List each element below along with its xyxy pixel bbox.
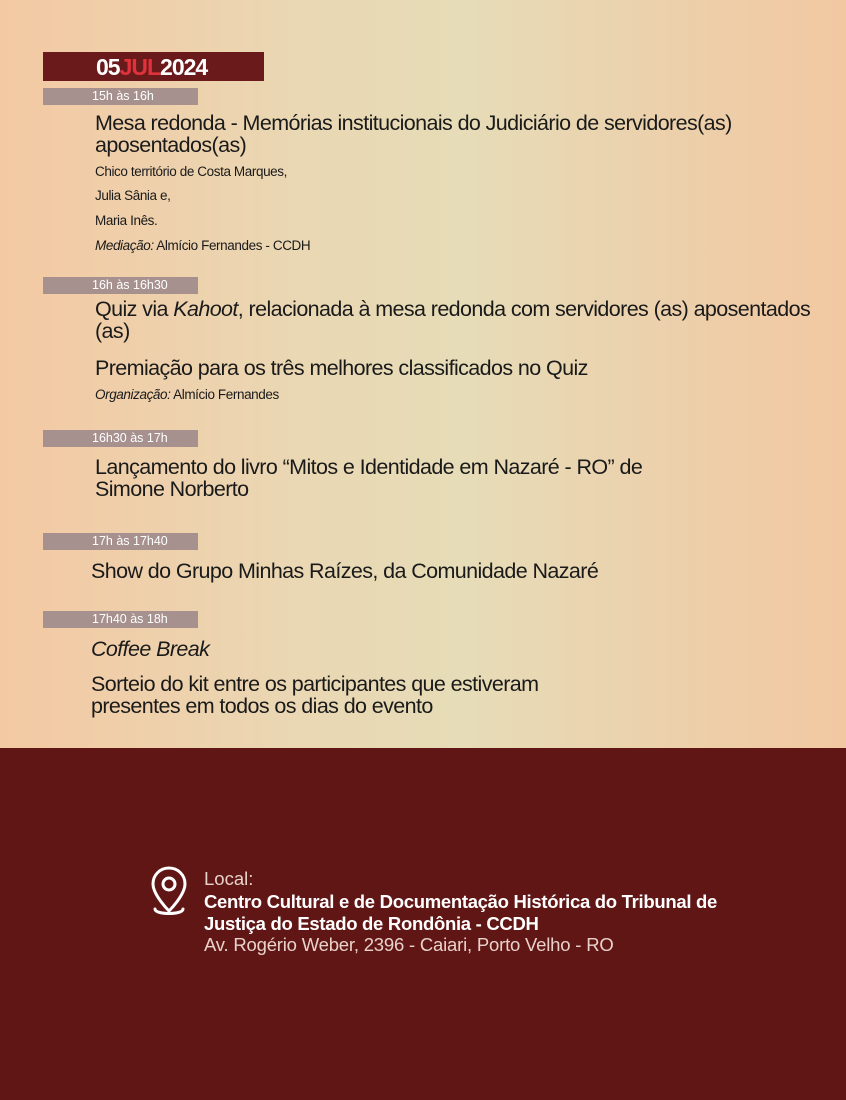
time-badge-3: 16h30 às 17h — [43, 430, 198, 447]
note-label: Mediação: — [95, 238, 154, 253]
note-value: Almício Fernandes - CCDH — [156, 238, 311, 253]
session-subtitle-2: Premiação para os três melhores classificados no Quiz — [95, 356, 588, 380]
time-badge-1: 15h às 16h — [43, 88, 198, 105]
date-year: 2024 — [160, 54, 208, 80]
participant-2: Julia Sânia e, — [95, 188, 171, 203]
session-note-1 — [95, 238, 310, 254]
time-badge-5: 17h40 às 18h — [43, 611, 198, 628]
note-label: Organização: — [95, 387, 171, 402]
participant-3: Maria Inês. — [95, 213, 158, 228]
session-title-2: Quiz via Kahoot, relacionada à mesa redonda com servidores (as) aposentados (as) — [95, 297, 811, 343]
session-title-4: Show do Grupo Minhas Raízes, da Comunidade Nazaré — [91, 559, 599, 583]
date-day: 05 — [96, 54, 120, 80]
time-badge-4: 17h às 17h40 — [43, 533, 198, 550]
time-badge-2: 16h às 16h30 — [43, 277, 198, 294]
event-date — [96, 52, 207, 81]
location-name: Centro Cultural e de Documentação Histórica do Tribunal de Justiça do Estado de Rondônia - CCDH — [204, 891, 718, 934]
location-address: Av. Rogério Weber, 2396 - Caiari, Porto Velho - RO — [204, 934, 614, 955]
location-pin-icon — [150, 865, 188, 926]
location-label: Local: — [204, 868, 254, 889]
participant-1: Chico território de Costa Marques, — [95, 164, 287, 179]
session-note-2 — [95, 387, 279, 403]
session-title-1: Mesa redonda - Memórias institucionais do Judiciário de servidores(as) aposentados(as) — [95, 111, 732, 157]
session-subtitle-5: Sorteio do kit entre os participantes que estiveram presentes em todos os dias do evento — [91, 672, 539, 718]
note-value: Almício Fernandes — [173, 387, 279, 402]
session-title-3: Lançamento do livro “Mitos e Identidade em Nazaré - RO” de Simone Norberto — [95, 455, 643, 501]
date-month: JUL — [119, 54, 161, 80]
session-title-5: Coffee Break — [91, 637, 210, 661]
